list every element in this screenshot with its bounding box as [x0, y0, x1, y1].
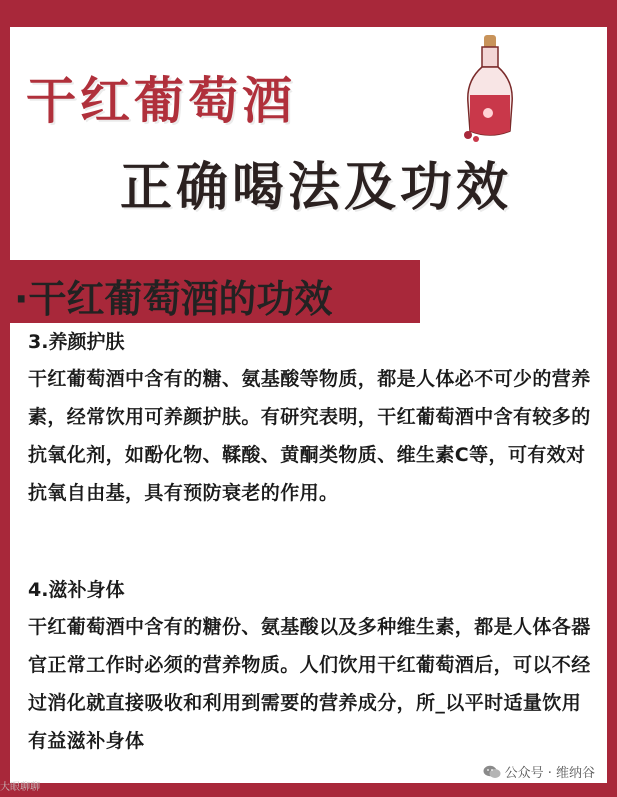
content-card — [10, 27, 607, 783]
section-body-nourish: 干红葡萄酒中含有的糖份、氨基酸以及多种维生素，都是人体各器官正常工作时必须的营养物质。人们饮用干红葡萄酒后，可以不经过消化就直接吸收和利用到需要的营养成分，所_以平时适量饮用有益滋补身体 — [28, 616, 591, 752]
wine-bottle-icon — [460, 33, 520, 143]
banner-dot: · — [14, 277, 29, 321]
wechat-icon — [483, 765, 501, 779]
section-heading-nourish: 4.滋补身体 — [28, 579, 125, 601]
section-banner — [10, 260, 420, 323]
banner-title: 干红葡萄酒的功效 — [28, 277, 333, 321]
wechat-account-label: 公众号 · 维纳谷 — [504, 766, 595, 781]
watermark-text: 大眼聊聊 — [0, 782, 40, 793]
page-title-line2: 正确喝法及功效 — [120, 158, 513, 218]
section-heading-skin: 3.养颜护肤 — [28, 331, 125, 353]
page-title-line1: 干红葡萄酒 — [26, 72, 296, 130]
wechat-account[interactable] — [483, 762, 595, 781]
section-body-skin: 干红葡萄酒中含有的糖、氨基酸等物质，都是人体必不可少的营养素，经常饮用可养颜护肤。有研究表明，干红葡萄酒中含有较多的抗氧化剂，如酚化物、鞣酸、黄酮类物质、维生素C等，可有效对抗氧自由基，具有预防衰老的作用。 — [28, 368, 591, 504]
